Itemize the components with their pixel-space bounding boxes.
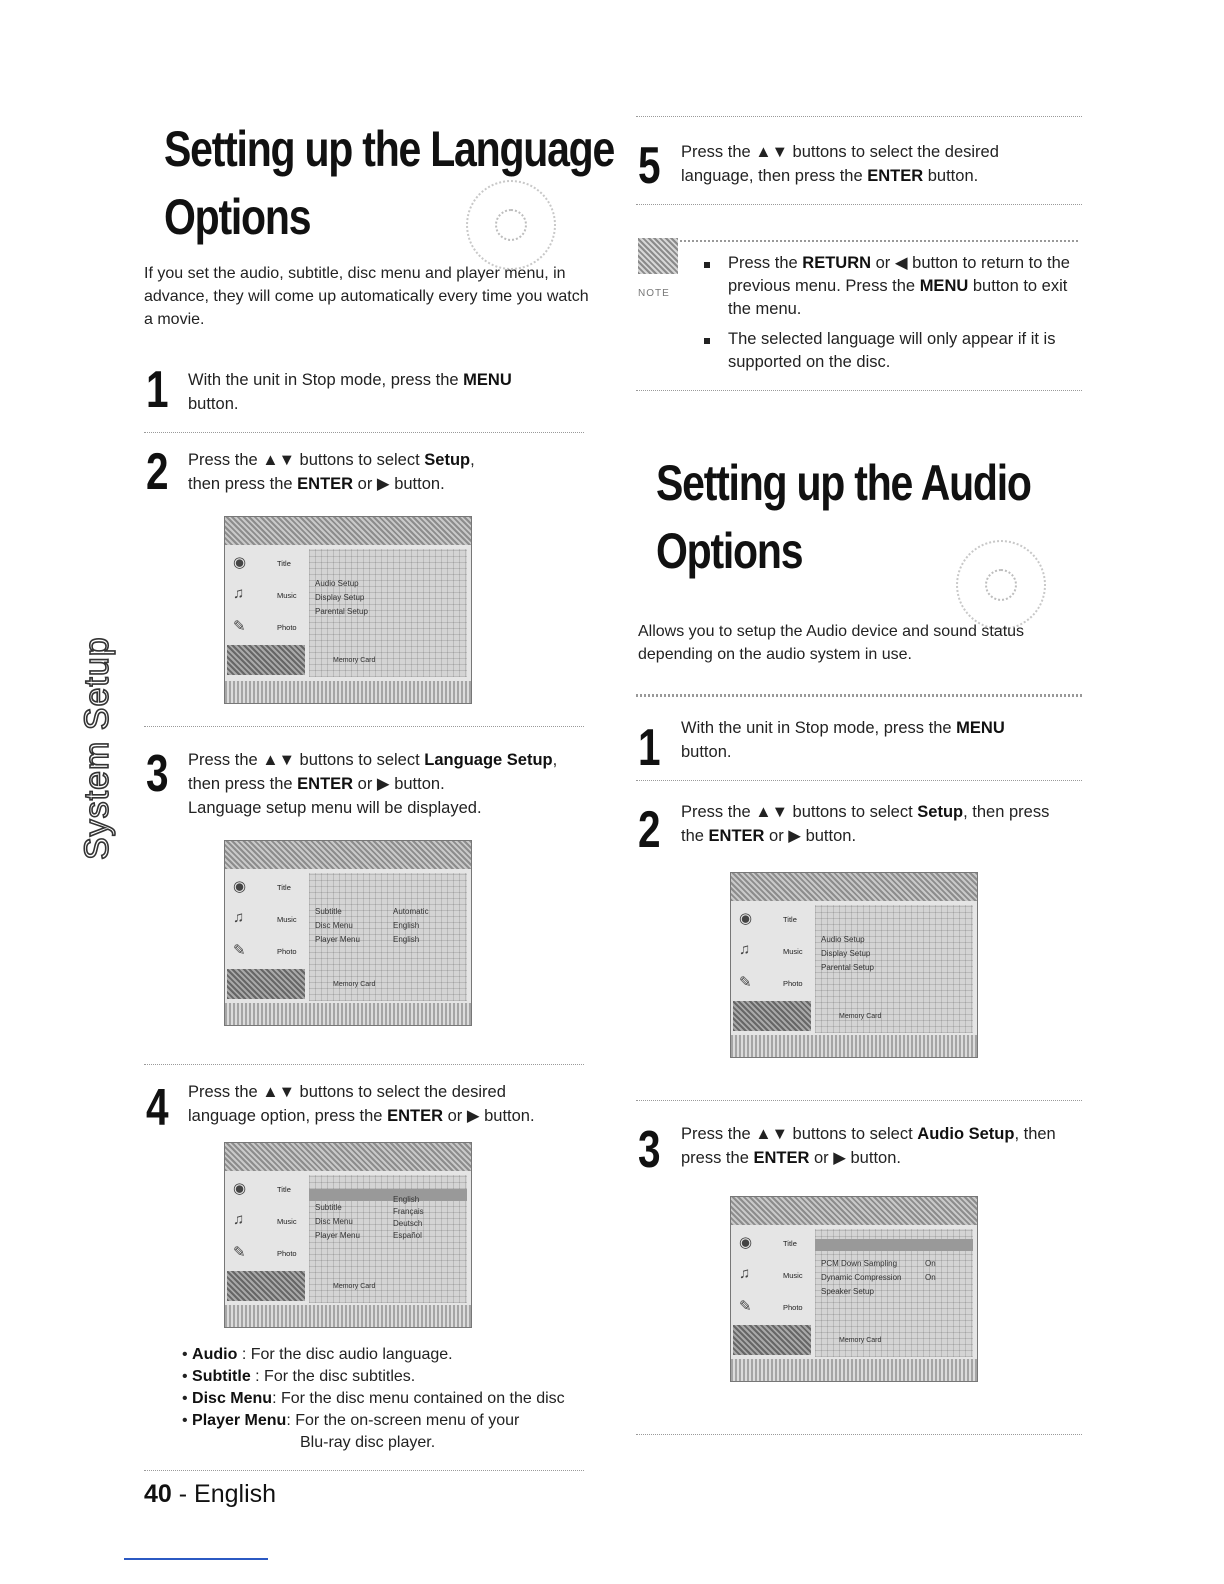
audio-step-1-number: 1 <box>638 719 661 777</box>
screen-footer <box>225 681 471 703</box>
language-heading-line1: Setting up the Language <box>164 121 615 177</box>
bullet-square <box>704 262 710 268</box>
audio-step-3-number: 3 <box>638 1121 661 1179</box>
lang-step-4-number: 4 <box>146 1079 169 1137</box>
screen-header <box>225 517 471 545</box>
list-item-cont: Blu-ray disc player. <box>300 1434 436 1451</box>
photo-icon: ✎ <box>739 1298 752 1315</box>
screen-header <box>225 1143 471 1171</box>
disc-icon: ◉ <box>233 554 247 571</box>
lang-step-1-number: 1 <box>146 361 169 419</box>
screen-sidebar: ◉ Title ♫ Music ✎ Photo <box>733 905 811 1033</box>
page-footer: 40 - English <box>144 1480 277 1508</box>
disc-icon: ◉ <box>233 878 247 895</box>
list-item: • Subtitle : For the disc subtitles. <box>182 1368 416 1385</box>
footer-line <box>124 1558 268 1560</box>
screen-main-panel: Subtitle Disc Menu Player Menu English Français Deutsch Español <box>309 1175 467 1303</box>
screen-main-panel: Audio Setup Display Setup Parental Setup <box>309 549 467 677</box>
music-icon: ♫ <box>739 941 751 958</box>
section-side-label: System Setup <box>78 636 116 860</box>
divider <box>144 726 584 727</box>
list-item: • Player Menu: For the on-screen menu of your <box>182 1412 520 1429</box>
disc-decoration <box>956 540 1046 630</box>
lang-step-5-text: Press the ▲▼ buttons to select the desired language, then press the ENTER button. <box>681 143 999 185</box>
screen-sidebar: ◉ Title ♫ Music ✎ Photo <box>733 1229 811 1357</box>
language-setup-screenshot: ◉ Title ♫ Music ✎ Photo Subtitle Disc Menu Player Menu Automatic English English Memory Card <box>224 840 472 1026</box>
divider <box>636 780 1082 781</box>
lang-step-1-text: With the unit in Stop mode, press the MENU button. <box>188 371 512 413</box>
music-icon: ♫ <box>233 1211 245 1228</box>
screen-footer <box>731 1035 977 1057</box>
list-item: • Disc Menu: For the disc menu contained on the disc <box>182 1390 565 1407</box>
photo-icon: ✎ <box>739 974 752 991</box>
divider <box>144 1064 584 1065</box>
lang-step-2-text: Press the ▲▼ buttons to select Setup, then press the ENTER or ▶ button. <box>188 451 475 493</box>
note-item-2: The selected language will only appear if it is supported on the disc. <box>728 330 1056 371</box>
note-top-rule <box>680 240 1080 242</box>
divider <box>144 1470 584 1471</box>
audio-step-3-text: Press the ▲▼ buttons to select Audio Setup, then press the ENTER or ▶ button. <box>681 1125 1056 1167</box>
audio-step-1-text: With the unit in Stop mode, press the MENU button. <box>681 719 1005 761</box>
screen-main-panel: Audio Setup Display Setup Parental Setup <box>815 905 973 1033</box>
divider <box>636 390 1082 391</box>
audio-heading-line1: Setting up the Audio <box>656 455 1031 511</box>
screen-header <box>225 841 471 869</box>
audio-setup-menu-screenshot: ◉ Title ♫ Music ✎ Photo Audio Setup Display Setup Parental Setup Memory Card <box>730 872 978 1058</box>
screen-footer <box>225 1305 471 1327</box>
photo-icon: ✎ <box>233 1244 246 1261</box>
divider <box>636 204 1082 205</box>
screen-sidebar: ◉ Title ♫ Music ✎ Photo <box>227 549 305 677</box>
disc-icon: ◉ <box>233 1180 247 1197</box>
screen-sidebar: ◉ Title ♫ Music ✎ Photo <box>227 873 305 1001</box>
disc-icon: ◉ <box>739 1234 753 1251</box>
audio-intro: Allows you to setup the Audio device and sound status depending on the audio system in use. <box>638 623 1025 663</box>
divider <box>636 1434 1082 1435</box>
lang-step-4-text: Press the ▲▼ buttons to select the desired language option, press the ENTER or ▶ button. <box>188 1083 535 1125</box>
music-icon: ♫ <box>233 909 245 926</box>
music-icon: ♫ <box>233 585 245 602</box>
disc-decoration <box>466 180 556 270</box>
list-item: • Audio : For the disc audio language. <box>182 1346 453 1363</box>
lang-step-3-text: Press the ▲▼ buttons to select Language Setup, then press the ENTER or ▶ button. Language setup menu will be displayed. <box>188 751 558 817</box>
note-item-1: Press the RETURN or ◀ button to return to the previous menu. Press the MENU button to exit the menu. <box>728 254 1070 318</box>
language-option-list <box>182 1344 602 1454</box>
disc-icon: ◉ <box>739 910 753 927</box>
language-options-screenshot: ◉ Title ♫ Music ✎ Photo Subtitle Disc Menu Player Menu English Français Deutsch Español Memory Card <box>224 1142 472 1328</box>
language-intro: If you set the audio, subtitle, disc menu and player menu, in advance, they will come up automatically every time you watch a movie. <box>144 265 589 328</box>
audio-step-2-text: Press the ▲▼ buttons to select Setup, then press the ENTER or ▶ button. <box>681 803 1050 845</box>
screen-header <box>731 873 977 901</box>
lang-step-3-number: 3 <box>146 745 169 803</box>
divider <box>636 116 1082 117</box>
screen-footer <box>225 1003 471 1025</box>
audio-heading-line2: Options <box>656 523 803 579</box>
language-heading-line2: Options <box>164 189 311 245</box>
screen-header <box>731 1197 977 1225</box>
screen-main-panel: Subtitle Disc Menu Player Menu Automatic English English <box>309 873 467 1001</box>
lang-step-2-number: 2 <box>146 443 169 501</box>
screen-sidebar: ◉ Title ♫ Music ✎ Photo <box>227 1175 305 1303</box>
screen-footer <box>731 1359 977 1381</box>
divider <box>636 1100 1082 1101</box>
screen-main-panel: PCM Down Sampling Dynamic Compression Speaker Setup On On <box>815 1229 973 1357</box>
bullet-square <box>704 338 710 344</box>
setup-menu-screenshot: ◉ Title ♫ Music ✎ Photo Audio Setup Display Setup Parental Setup Memory Card <box>224 516 472 704</box>
note-icon <box>638 238 678 274</box>
note-label: NOTE <box>638 288 670 299</box>
divider-dense <box>636 694 1082 697</box>
divider <box>144 432 584 433</box>
photo-icon: ✎ <box>233 618 246 635</box>
audio-step-2-number: 2 <box>638 801 661 859</box>
music-icon: ♫ <box>739 1265 751 1282</box>
photo-icon: ✎ <box>233 942 246 959</box>
audio-setup-screenshot: ◉ Title ♫ Music ✎ Photo PCM Down Sampling Dynamic Compression Speaker Setup On On Memory Card <box>730 1196 978 1382</box>
lang-step-5-number: 5 <box>638 137 661 195</box>
